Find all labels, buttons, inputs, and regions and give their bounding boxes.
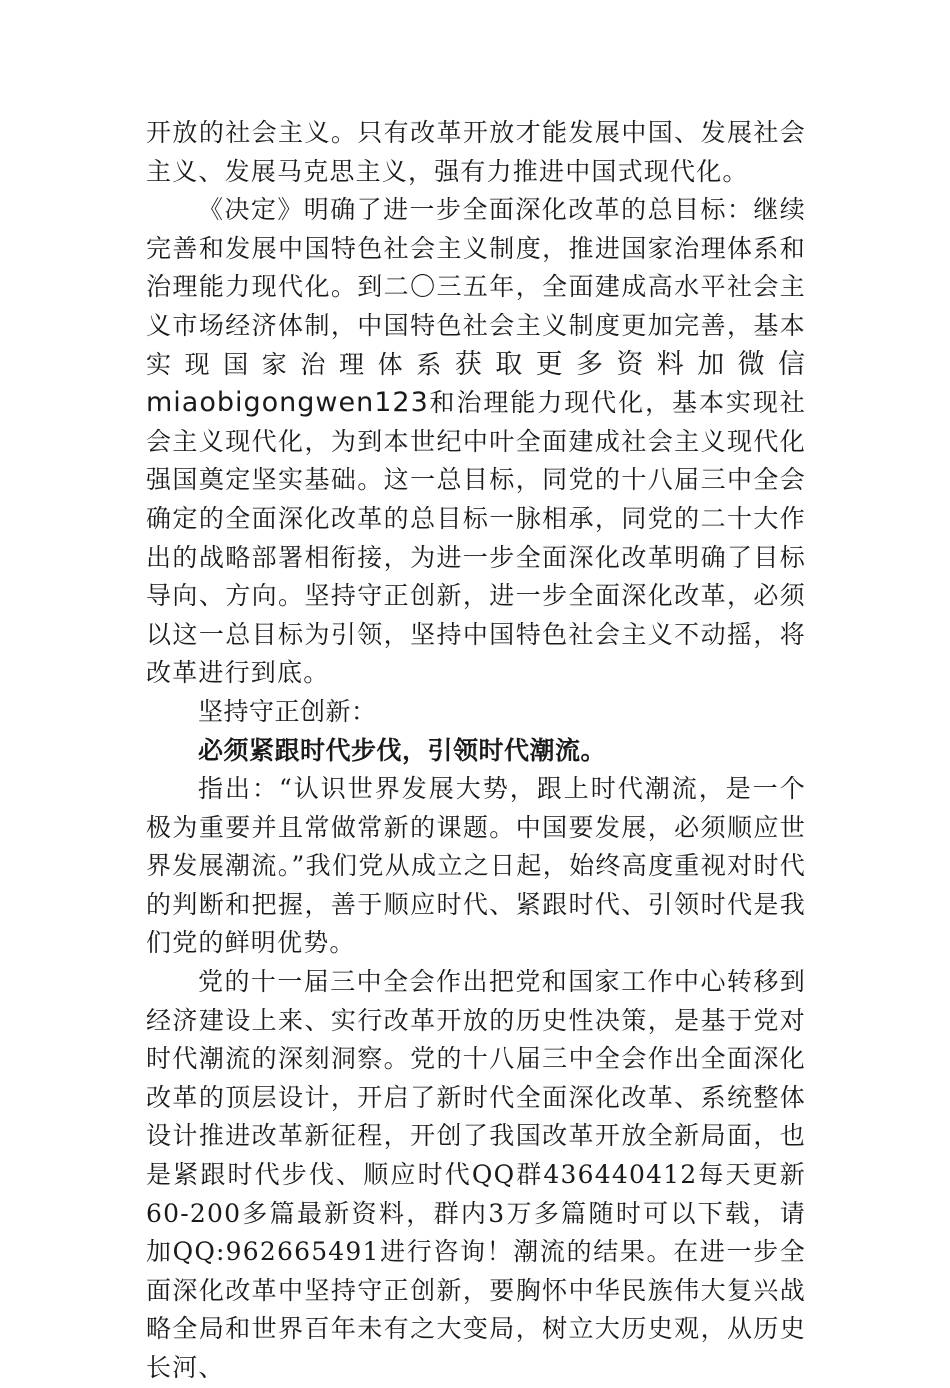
document-page [146,114,806,1388]
paragraph-3: 指出：“认识世界发展大势，跟上时代潮流，是一个极为重要并且常做常新的课题。中国要发展，必须顺应世界发展潮流。”我们党从成立之日起，始终高度重视对时代的判断和把握，善于顺应时代、紧跟时代、引领时代是我们党的鲜明优势。 [146,774,806,958]
paragraph-2-part-b: 和治理能力现代化，基本实现社会主义现代化，为到本世纪中叶全面建成社会主义现代化强国奠定坚实基础。这一总目标，同党的十八届三中全会确定的全面深化改革的总目标一脉相承，同党的二十大作出的战略部署相衔接，为进一步全面深化改革明确了目标导向、方向。坚持守正创新，进一步全面深化改革，必须以这一总目标为引领，坚持中国特色社会主义不动摇，将改革进行到底。 [146,388,806,688]
section-heading: 坚持守正创新： [198,696,377,726]
paragraph-2 [146,191,806,693]
paragraph-1: 开放的社会主义。只有改革开放才能发展中国、发展社会主义、发展马克思主义，强有力推进中国式现代化。 [146,118,806,186]
paragraph-2-part-a: 《决定》明确了进一步全面深化改革的总目标：继续完善和发展中国特色社会主义制度，推进国家治理体系和治理能力现代化。到二〇三五年，全面建成高水平社会主义市场经济体制，中国特色社会主义制度更加完善，基本实现国家治理体系 [146,195,806,379]
paragraph-4: 党的十一届三中全会作出把党和国家工作中心转移到经济建设上来、实行改革开放的历史性决策，是基于党对时代潮流的深刻洞察。党的十八届三中全会作出全面深化改革的顶层设计，开启了新时代全面深化改革、系统整体设计推进改革新征程，开创了我国改革开放全新局面，也是紧跟时代步伐、顺应时代QQ群436440412每天更新60-200多篇最新资料，群内3万多篇随时可以下载，请加QQ:962665491进行咨询！潮流的结果。在进一步全面深化改革中坚持守正创新，要胸怀中华民族伟大复兴战略全局和世界百年未有之大变局，树立大历史观，从历史长河、 [146,967,806,1382]
section-subheading: 必须紧跟时代步伐，引领时代潮流。 [198,735,607,765]
promo-wechat-text: 获取更多资料加微信miaobigongwen123 [146,348,806,419]
